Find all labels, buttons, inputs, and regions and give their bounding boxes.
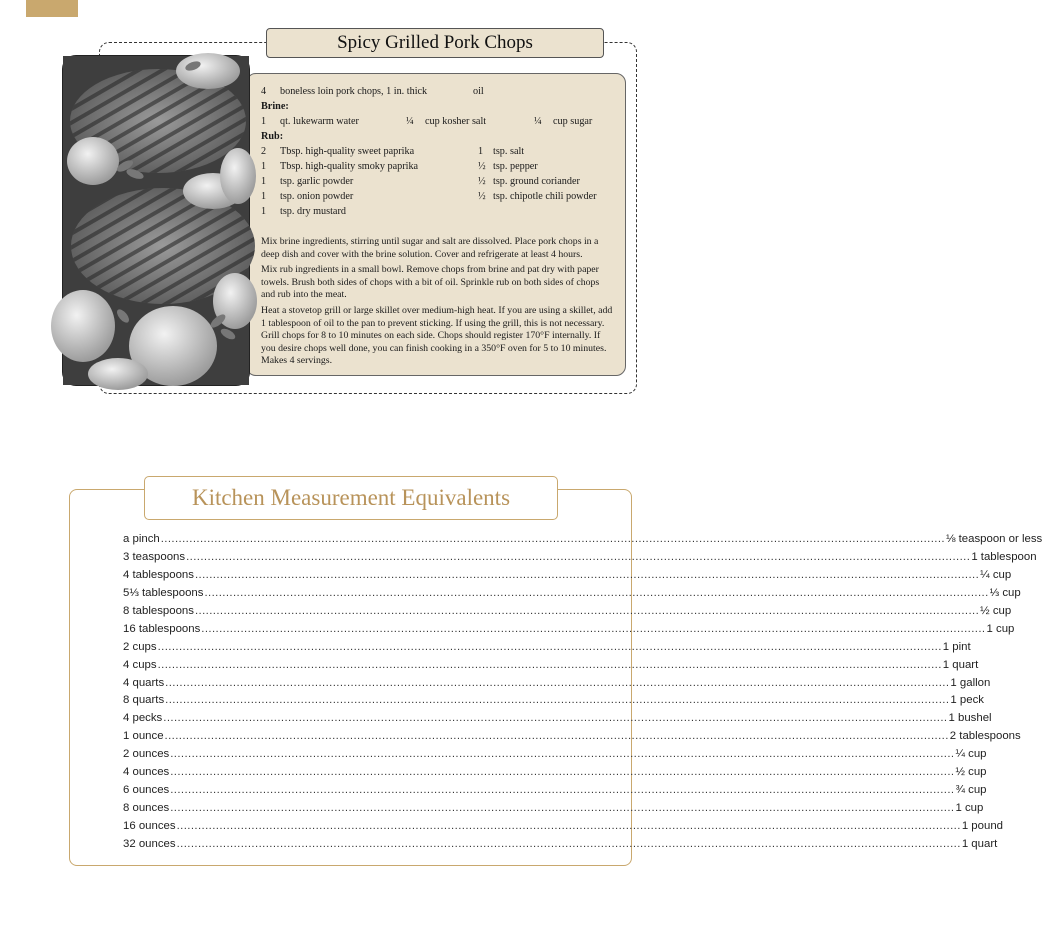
rub-text: tsp. garlic powder [280,176,354,187]
dot-leader: ............................................................................................................................................................................................................................ [163,712,948,725]
measure-equivalent: 1 quart [942,658,979,671]
measurement-row [123,800,984,818]
measure-equivalent: 1 tablespoon [971,550,1037,563]
rub-text: tsp. salt [493,146,525,157]
recipe-title: Spicy Grilled Pork Chops [266,28,604,58]
measure-equivalent: 1 quart [961,837,998,850]
dot-leader: ............................................................................................................................................................................................................................ [170,802,955,815]
measure-amount: 4 tablespoons [123,568,194,581]
measure-equivalent: 1 peck [950,694,984,707]
measure-amount: 4 ounces [123,766,170,779]
brine-heading: Brine: [261,101,289,112]
measurement-row [123,639,971,657]
dot-leader: ............................................................................................................................................................................................................................ [204,586,989,599]
measure-equivalent: 1 pint [942,640,971,653]
measure-equivalent: ⅛ teaspoon or less [945,533,1042,545]
measurement-title: Kitchen Measurement Equivalents [144,476,558,520]
measure-amount: 16 tablespoons [123,622,201,635]
rub-text: tsp. dry mustard [280,206,346,217]
measurement-row [123,818,1003,836]
rub-qty: ½ [478,176,486,187]
rub-qty: 2 [261,146,267,157]
measure-amount: 16 ounces [123,820,176,832]
measure-amount: 3 teaspoons [123,550,186,563]
rub-text: tsp. onion powder [280,191,354,202]
dot-leader: ............................................................................................................................................................................................................................ [194,568,980,581]
measurement-row [123,782,987,800]
measure-amount: 4 quarts [123,676,165,689]
direction-paragraph: Mix brine ingredients, stirring until sugar and salt are dissolved. Place pork chops in a deep dish and cover with the brine solution. Cover and refrigerate at least 4 hours. [261,236,599,260]
rub-heading: Rub: [261,131,284,142]
measure-equivalent: ¼ cup [980,568,1012,581]
measure-equivalent: ⅓ cup [989,586,1021,599]
measure-amount: 8 ounces [123,802,170,815]
measurement-row [123,549,1037,567]
brine-text: qt. lukewarm water [280,116,359,127]
measurement-row [123,585,1021,603]
measure-equivalent: ¾ cup [955,784,987,797]
dot-leader: ............................................................................................................................................................................................................................ [165,694,950,707]
rub-qty: 1 [478,146,484,157]
measure-equivalent: 1 bushel [948,712,992,725]
rub-text: Tbsp. high-quality smoky paprika [280,161,419,172]
measurement-list [123,531,1042,854]
recipe-body [246,73,626,376]
pork-chops-photo [62,55,250,386]
measure-equivalent: ½ cup [955,766,987,779]
dot-leader: ............................................................................................................................................................................................................................ [157,658,942,671]
measurement-row [123,567,1012,585]
measure-amount: 1 ounce [123,730,164,743]
dot-leader: ............................................................................................................................................................................................................................ [176,837,961,850]
rub-text: tsp. ground coriander [493,176,580,187]
measurement-row [123,746,987,764]
measurement-row [123,621,1015,639]
direction-paragraph: Mix rub ingredients in a small bowl. Remove chops from brine and pat dry with paper towels. Brush both sides of chops with a bit of oil. Sprinkle rub on both sides of chops and rub into the meat. [261,264,600,301]
intro-text: boneless loin pork chops, 1 in. thick [280,86,428,97]
brine-qty: ¼ [534,116,542,127]
direction-paragraph: Heat a stovetop grill or large skillet over medium-high heat. If you are using a skillet, add 1 tablespoon of oil to the pan to prevent sticking. If using the grill, this is not necessary. Grill chops for 8 to 10 minutes on each side. Chops should register 170°F internally. If you desire chops well done, you can finish cooking in a 350°F oven for 5 to 10 minutes. Makes 4 servings. [261,305,613,367]
measure-amount: 32 ounces [123,837,176,850]
rub-qty: 1 [261,176,267,187]
dot-leader: ............................................................................................................................................................................................................................ [165,676,950,689]
measurement-row [123,692,984,710]
measure-equivalent: 1 cup [986,622,1015,635]
brine-text: cup kosher salt [425,116,487,127]
dot-leader: ............................................................................................................................................................................................................................ [164,730,949,743]
rub-qty: 1 [261,161,267,172]
measure-amount: 4 cups [123,658,157,671]
measurement-row [123,603,1012,621]
measure-amount: 2 cups [123,640,157,653]
rub-qty: 1 [261,191,267,202]
dot-leader: ............................................................................................................................................................................................................................ [186,550,971,563]
measure-equivalent: 1 cup [955,802,984,815]
measurement-row [123,728,1021,746]
measure-equivalent: ¼ cup [955,748,987,761]
measure-amount: 8 quarts [123,694,165,707]
rub-text: tsp. pepper [493,161,538,172]
dot-leader: ............................................................................................................................................................................................................................ [170,748,955,761]
measurement-row [123,531,1042,549]
corner-tab [26,0,78,17]
rub-text: tsp. chipotle chili powder [493,191,597,202]
brine-text: cup sugar [553,116,593,127]
measure-equivalent: 1 pound [961,820,1003,832]
rub-qty: ½ [478,161,486,172]
measurement-row [123,836,998,854]
intro-qty: 4 [261,86,267,97]
dot-leader: ............................................................................................................................................................................................................................ [157,640,942,653]
rub-qty: 1 [261,206,267,217]
measure-equivalent: 1 gallon [950,676,991,689]
measurement-row [123,764,987,782]
measure-amount: 8 tablespoons [123,604,194,617]
measure-amount: 6 ounces [123,784,170,797]
rub-qty: ½ [478,191,486,202]
measurement-row [123,675,991,693]
measure-amount: 5⅓ tablespoons [123,586,204,599]
brine-qty: ¼ [406,116,414,127]
brine-qty: 1 [261,116,267,127]
measure-amount: 4 pecks [123,712,163,725]
measurement-row [123,710,992,728]
dot-leader: ............................................................................................................................................................................................................................ [170,784,955,797]
measure-amount: 2 ounces [123,748,170,761]
measure-amount: a pinch [123,533,160,545]
measurement-row [123,657,979,675]
dot-leader: ............................................................................................................................................................................................................................ [201,622,986,635]
measure-equivalent: ½ cup [980,604,1012,617]
measure-equivalent: 2 tablespoons [949,730,1021,743]
intro-extra: oil [473,86,484,97]
rub-text: Tbsp. high-quality sweet paprika [280,146,415,157]
dot-leader: ............................................................................................................................................................................................................................ [170,766,955,779]
dot-leader: ............................................................................................................................................................................................................................ [160,533,945,545]
dot-leader: ............................................................................................................................................................................................................................ [176,820,961,832]
dot-leader: ............................................................................................................................................................................................................................ [194,604,980,617]
